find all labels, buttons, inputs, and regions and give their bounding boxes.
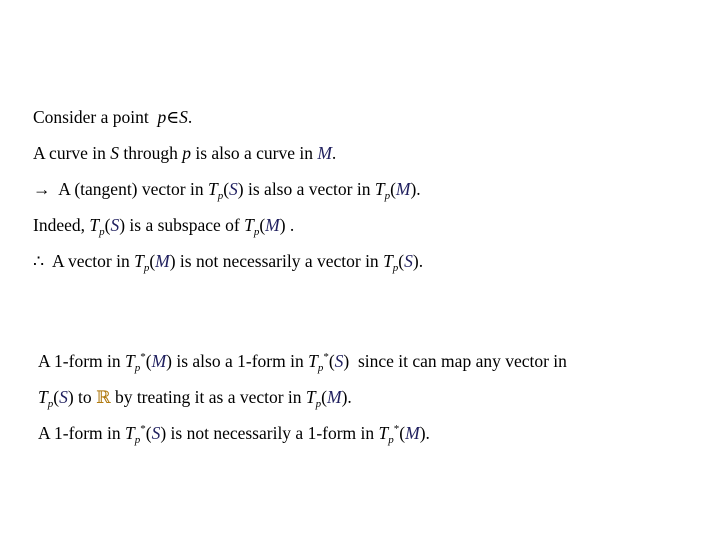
element-of-symbol: ∈ <box>166 107 180 127</box>
text: is also a 1-form in <box>176 351 304 371</box>
var-M: M <box>395 179 411 199</box>
text: A 1-form in <box>38 351 121 371</box>
subscript-p: p <box>315 398 322 410</box>
line-subspace: Indeed, $T_p(S)$ is a subspace of $T_p(M)$ . <box>33 215 295 238</box>
text: A vector in <box>51 251 130 271</box>
text: Indeed, <box>33 215 85 235</box>
text: A curve in <box>33 143 106 163</box>
var-T: T <box>308 351 318 371</box>
var-M: M <box>326 387 342 407</box>
text: Consider a point <box>33 107 149 127</box>
text: A 1-form in <box>38 423 121 443</box>
implies-arrow: → <box>33 179 51 199</box>
dual-star: * <box>140 351 146 363</box>
subscript-p: p <box>388 434 394 446</box>
text: ) . <box>279 215 295 235</box>
text: through <box>123 143 178 163</box>
line-map-vector: $T_p(S)$ to ℝ by treating it as a vector in $T_p(M)$. <box>38 387 352 410</box>
var-S: S <box>110 215 120 235</box>
line-curve <box>33 142 336 164</box>
var-M: M <box>405 423 420 443</box>
text: is also a curve in <box>195 143 313 163</box>
var-M: M <box>265 215 280 235</box>
var-T: T <box>374 179 385 199</box>
text: is not necessarily a 1-form in <box>170 423 375 443</box>
text: ). <box>410 179 421 199</box>
var-M: M <box>317 143 332 163</box>
var-S: S <box>110 143 120 163</box>
subscript-p: p <box>99 226 105 238</box>
line-therefore: ∴ A vector in $T_p(M)$ is not necessarily a vector in $T_p(S)$. <box>33 251 424 274</box>
var-p: p <box>182 143 191 163</box>
text: ). <box>341 387 352 407</box>
var-S: S <box>229 179 238 199</box>
var-T: T <box>244 215 254 235</box>
subscript-p: p <box>134 362 141 374</box>
line-one-form-also: A 1-form in $T_p^*(M)$ is also a 1-form in $T_p^*(S)$ since it can map any vector in <box>38 351 567 374</box>
var-T: T <box>38 387 48 407</box>
var-T: T <box>125 423 135 443</box>
subscript-p: p <box>253 226 260 238</box>
dual-star: * <box>323 351 329 363</box>
subscript-p: p <box>47 398 54 410</box>
var-T: T <box>305 387 316 407</box>
text: ). <box>412 251 424 271</box>
var-T: T <box>378 423 389 443</box>
text: since it can map any vector in <box>357 351 567 371</box>
text: is a subspace of <box>129 215 240 235</box>
var-S: S <box>404 251 413 271</box>
text: A (tangent) vector in <box>58 179 204 199</box>
text: . <box>331 143 337 163</box>
subscript-p: p <box>217 190 224 202</box>
subscript-p: p <box>143 262 150 274</box>
text: ). <box>419 423 430 443</box>
var-T: T <box>383 251 393 271</box>
text: to <box>78 387 92 407</box>
var-T: T <box>89 215 100 235</box>
dual-star: * <box>140 423 146 435</box>
var-S: S <box>59 387 68 407</box>
var-T: T <box>125 351 135 371</box>
text: by treating it as a vector in <box>114 387 302 407</box>
dual-star: * <box>393 423 400 435</box>
line-consider-point <box>33 106 192 128</box>
subscript-p: p <box>317 362 324 374</box>
subscript-p: p <box>384 190 391 202</box>
var-S: S <box>151 423 161 443</box>
subscript-p: p <box>392 262 399 274</box>
var-S: S <box>334 351 344 371</box>
text: is also a vector in <box>248 179 371 199</box>
var-M: M <box>151 351 167 371</box>
line-tangent-vector: → A (tangent) vector in $T_p(S)$ is also a vector in $T_p(M)$. <box>33 179 421 202</box>
therefore-symbol: ∴ <box>33 251 45 271</box>
var-S: S <box>179 107 188 127</box>
reals-symbol: ℝ <box>96 387 111 407</box>
text: is not necessarily a vector in <box>179 251 379 271</box>
var-T: T <box>207 179 218 199</box>
subscript-p: p <box>134 434 141 446</box>
text: . <box>187 107 193 127</box>
var-T: T <box>134 251 144 271</box>
line-one-form-not: A 1-form in $T_p^*(S)$ is not necessarily a 1-form in $T_p^*(M)$. <box>38 423 430 446</box>
var-M: M <box>155 251 170 271</box>
var-p: p <box>157 107 167 127</box>
